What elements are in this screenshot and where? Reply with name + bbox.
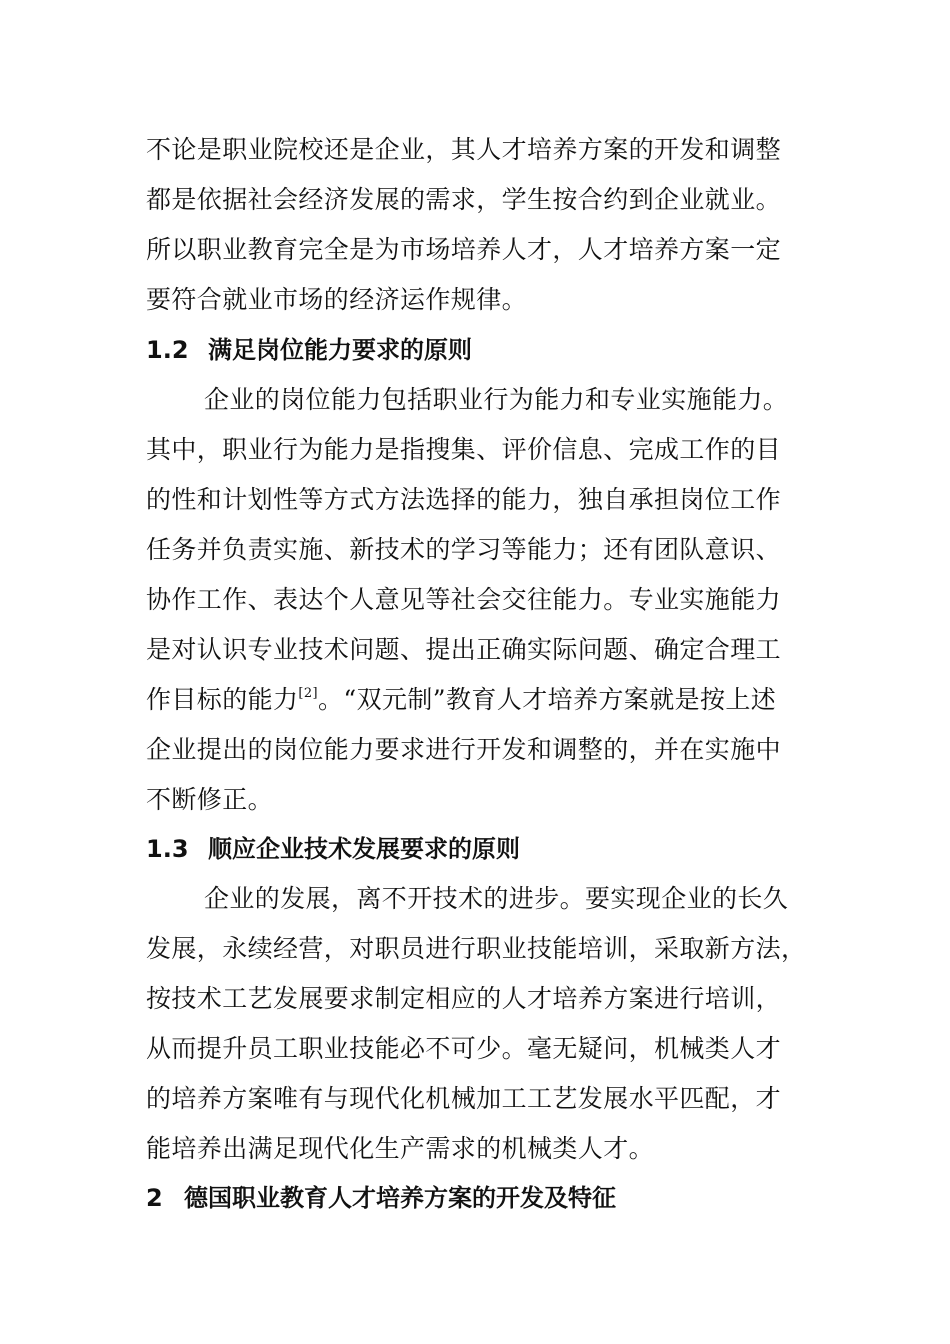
body-line: 协作工作、表达个人意见等社会交往能力。专业实施能力 xyxy=(146,585,782,614)
section-heading-1-2 xyxy=(146,335,472,365)
body-line: 任务并负责实施、新技术的学习等能力；还有团队意识、 xyxy=(146,535,782,564)
body-line: 企业的发展，离不开技术的进步。要实现企业的长久 xyxy=(204,884,789,913)
section-heading-1-3 xyxy=(146,834,520,864)
section-title: 顺应企业技术发展要求的原则 xyxy=(208,835,520,863)
body-line: 企业提出的岗位能力要求进行开发和调整的，并在实施中 xyxy=(146,735,782,764)
body-line: 按技术工艺发展要求制定相应的人才培养方案进行培训， xyxy=(146,984,782,1013)
body-line: 能培养出满足现代化生产需求的机械类人才。 xyxy=(146,1134,655,1163)
body-line: 所以职业教育完全是为市场培养人才，人才培养方案一定 xyxy=(146,235,782,264)
body-line: 不断修正。 xyxy=(146,785,274,814)
body-text: 作目标的能力 xyxy=(146,685,299,714)
body-text: 。“双元制”教育人才培养方案就是按上述 xyxy=(318,685,777,714)
section-heading-2 xyxy=(146,1183,616,1213)
section-title: 德国职业教育人才培养方案的开发及特征 xyxy=(184,1184,616,1212)
section-title: 满足岗位能力要求的原则 xyxy=(208,336,472,364)
body-line: 是对认识专业技术问题、提出正确实际问题、确定合理工 xyxy=(146,635,782,664)
body-line: 要符合就业市场的经济运作规律。 xyxy=(146,285,528,314)
section-number: 1.3 xyxy=(146,835,189,863)
body-line: 其中，职业行为能力是指搜集、评价信息、完成工作的目 xyxy=(146,435,782,464)
body-line: 企业的岗位能力包括职业行为能力和专业实施能力。 xyxy=(204,385,789,414)
body-line: 都是依据社会经济发展的需求，学生按合约到企业就业。 xyxy=(146,185,782,214)
body-line: 从而提升员工职业技能必不可少。毫无疑问，机械类人才 xyxy=(146,1034,782,1063)
body-line: 的性和计划性等方式方法选择的能力，独自承担岗位工作 xyxy=(146,485,782,514)
body-line: 不论是职业院校还是企业，其人才培养方案的开发和调整 xyxy=(146,135,782,164)
body-line-with-citation xyxy=(146,685,776,715)
citation-ref: [2] xyxy=(298,686,319,701)
body-line: 发展，永续经营，对职员进行职业技能培训，采取新方法， xyxy=(146,934,807,963)
section-number: 1.2 xyxy=(146,336,189,364)
section-number: 2 xyxy=(146,1184,163,1212)
body-line: 的培养方案唯有与现代化机械加工工艺发展水平匹配，才 xyxy=(146,1084,782,1113)
